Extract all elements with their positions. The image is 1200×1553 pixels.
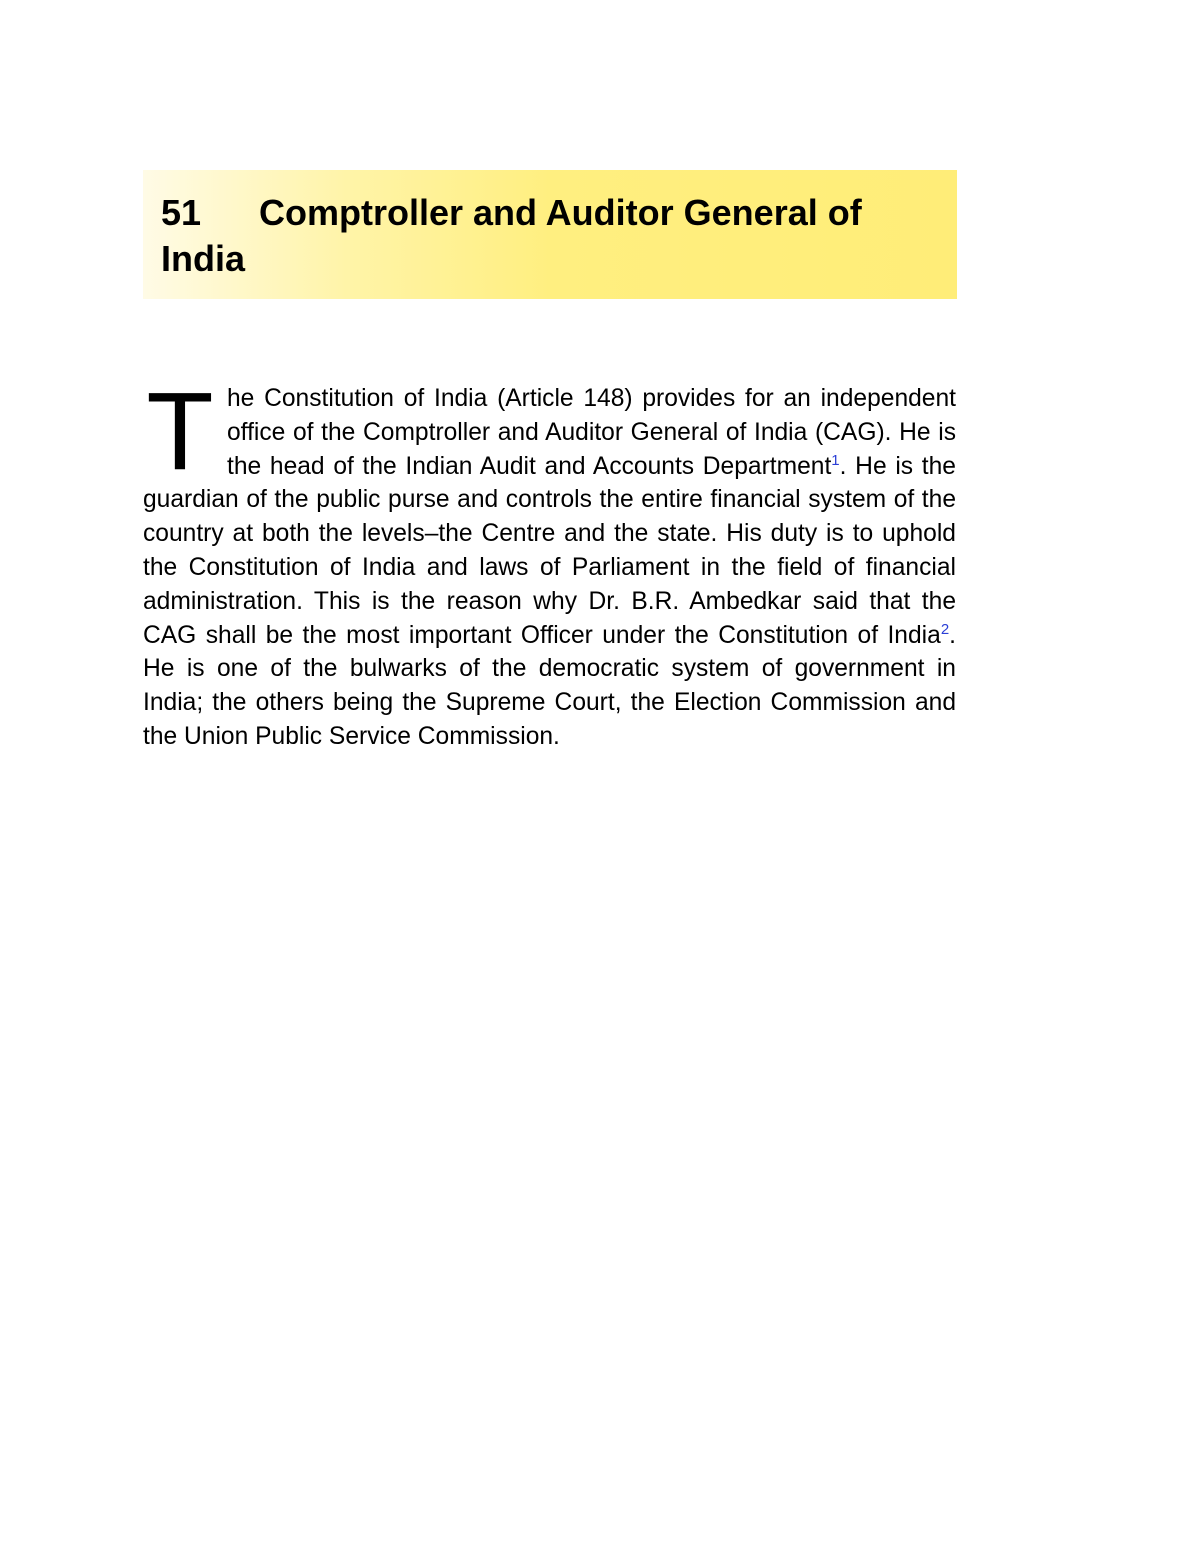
chapter-header [143,170,957,299]
chapter-title [161,190,939,282]
paragraph-text-3: . He is one of the bulwarks of the democratic system of government in India; the others being the Supreme Court, the Election Commission and the Union Public Service Commission. [143,621,956,750]
chapter-title-text: Comptroller and Auditor General of India [161,192,862,279]
paragraph-text-2: . He is the guardian of the public purse and controls the entire financial system of the country at both the levels–the Centre and the state. His duty is to uphold the Constitution of India and laws of Parliament in the field of financial administration. This is the reason why Dr. B.R. Ambedkar said that the CAG shall be the most important Officer under the Constitution of India [143,452,956,649]
footnote-ref-2[interactable]: 2 [940,620,950,638]
footnote-ref-1[interactable]: 1 [831,451,840,469]
chapter-number: 51 [161,192,202,233]
paragraph-text-1: he Constitution of India (Article 148) provides for an independent office of the Comptroller and Auditor General of India (CAG). He is the head of the Indian Audit and Accounts Department [227,385,956,480]
drop-cap: T [146,370,214,493]
body-paragraph [143,370,956,754]
